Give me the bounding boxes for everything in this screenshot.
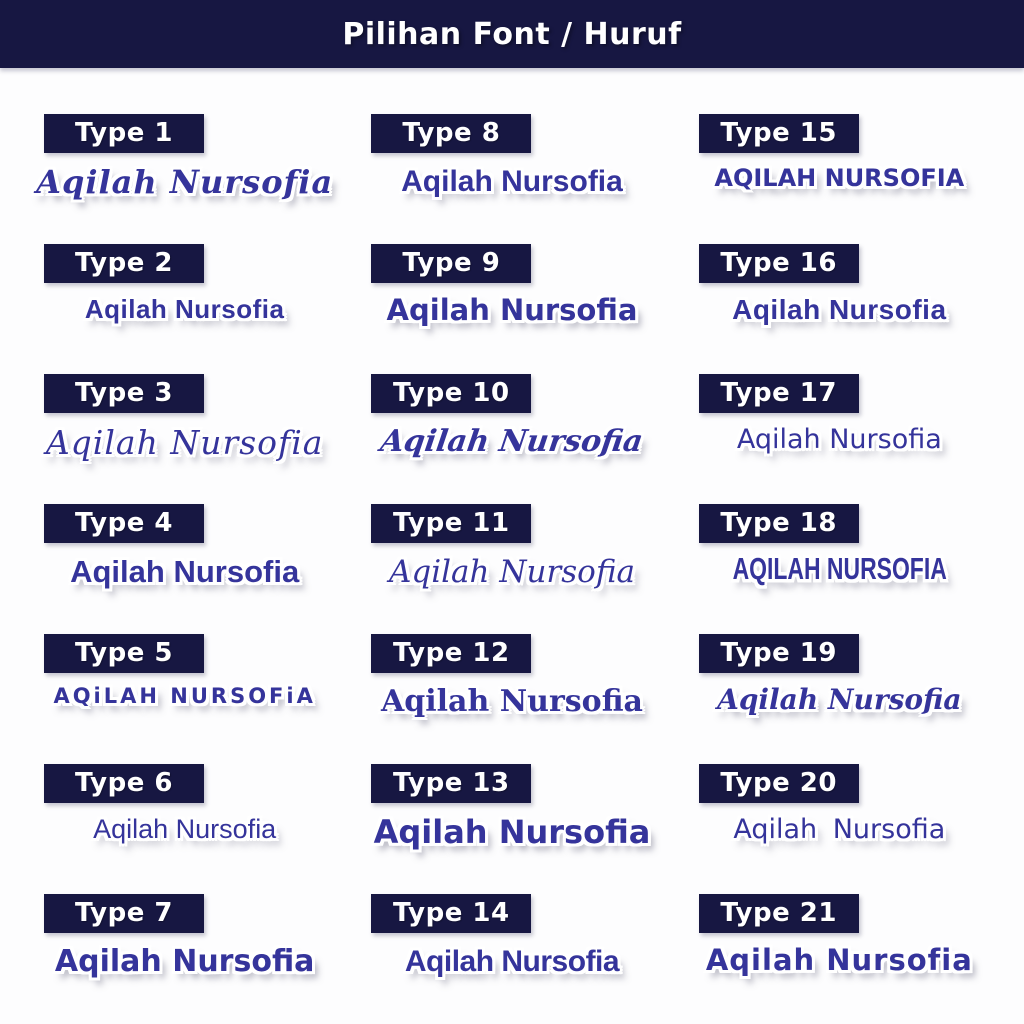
type-6-sample-text: Aqilah Nursofia (93, 814, 277, 844)
type-16-sample-text: Aqilah Nursofia (732, 294, 947, 325)
font-option-type-20 (681, 764, 998, 894)
font-option-type-9 (353, 244, 670, 374)
type-18-label: Type 18 (720, 508, 837, 538)
type-21-badge (699, 894, 859, 933)
title-bar (0, 0, 1024, 68)
font-option-type-4 (26, 504, 343, 634)
type-3-label: Type 3 (75, 378, 173, 408)
font-option-type-1 (26, 114, 343, 244)
type-14-label: Type 14 (393, 898, 510, 928)
type-17-badge (699, 374, 859, 413)
type-5-badge (44, 634, 204, 673)
font-option-type-2 (26, 244, 343, 374)
type-9-sample-text: Aqilah Nursofia (386, 293, 638, 327)
font-option-type-21 (681, 894, 998, 1024)
type-18-sample-text: AQILAH NURSOFIA (732, 552, 947, 586)
type-4-label: Type 4 (75, 508, 173, 538)
type-4-badge (44, 504, 204, 543)
type-3-sample-text: Aqilah Nursofia (45, 423, 324, 462)
font-option-type-19 (681, 634, 998, 764)
type-2-label: Type 2 (75, 248, 173, 278)
font-option-type-5 (26, 634, 343, 764)
type-19-sample-text: Aqilah Nursofia (717, 683, 962, 716)
font-option-type-16 (681, 244, 998, 374)
type-4-sample-text: Aqilah Nursofia (70, 554, 300, 589)
type-8-label: Type 8 (402, 118, 501, 148)
font-option-type-10 (353, 374, 670, 504)
type-7-sample-text: Aqilah Nursofia (54, 944, 315, 979)
type-6-label: Type 6 (75, 768, 173, 798)
type-16-badge (699, 244, 859, 283)
type-15-badge (699, 114, 859, 153)
font-option-type-18 (681, 504, 998, 634)
type-10-badge (371, 374, 531, 413)
type-16-label: Type 16 (720, 248, 837, 278)
type-2-badge (44, 244, 204, 283)
type-7-label: Type 7 (75, 898, 173, 928)
type-13-badge (371, 764, 531, 803)
font-options-grid (0, 68, 1024, 1024)
type-13-label: Type 13 (393, 768, 510, 798)
font-option-type-7 (26, 894, 343, 1024)
type-13-sample-text: Aqilah Nursofia (373, 813, 651, 851)
type-10-label: Type 10 (393, 378, 510, 408)
type-1-sample-text: Aqilah Nursofia (36, 163, 334, 201)
type-19-badge (699, 634, 859, 673)
type-5-label: Type 5 (75, 638, 173, 668)
type-15-sample-text: AQILAH NURSOFIA (714, 164, 965, 192)
font-option-type-17 (681, 374, 998, 504)
type-17-label: Type 17 (720, 378, 837, 408)
font-option-type-14 (353, 894, 670, 1024)
font-option-type-8 (353, 114, 670, 244)
type-6-badge (44, 764, 204, 803)
type-1-badge (44, 114, 204, 153)
type-20-sample-text: Aqilah Nursofia (733, 814, 946, 845)
type-8-sample-text: Aqilah Nursofia (401, 165, 623, 198)
type-11-badge (371, 504, 531, 543)
page-title: Pilihan Font / Huruf (342, 16, 682, 52)
type-11-label: Type 11 (393, 508, 510, 538)
type-3-badge (44, 374, 204, 413)
type-10-sample-text: Aqilah Nursofia (378, 424, 646, 459)
font-option-type-12 (353, 634, 670, 764)
font-option-type-13 (353, 764, 670, 894)
type-9-badge (371, 244, 531, 283)
type-5-sample-text: AQiLAH NURSOFiA (53, 684, 316, 708)
type-18-badge (699, 504, 859, 543)
type-1-label: Type 1 (75, 118, 173, 148)
font-option-type-3 (26, 374, 343, 504)
font-option-type-15 (681, 114, 998, 244)
type-21-sample-text: Aqilah Nursofia (705, 943, 973, 977)
type-12-sample-text: Aqilah Nursofia (381, 684, 643, 719)
type-11-sample-text: Aqilah Nursofia (388, 554, 635, 590)
type-14-sample-text: Aqilah Nursofia (404, 945, 620, 978)
type-7-badge (44, 894, 204, 933)
type-12-label: Type 12 (393, 638, 510, 668)
type-20-badge (699, 764, 859, 803)
font-option-type-6 (26, 764, 343, 894)
type-8-badge (371, 114, 531, 153)
type-14-badge (371, 894, 531, 933)
type-20-label: Type 20 (720, 768, 837, 798)
type-15-label: Type 15 (720, 118, 837, 148)
type-19-label: Type 19 (720, 638, 837, 668)
type-21-label: Type 21 (720, 898, 837, 928)
font-option-type-11 (353, 504, 670, 634)
type-12-badge (371, 634, 531, 673)
type-2-sample-text: Aqilah Nursofia (84, 294, 285, 324)
type-9-label: Type 9 (402, 248, 501, 278)
type-17-sample-text: Aqilah Nursofia (736, 424, 942, 455)
